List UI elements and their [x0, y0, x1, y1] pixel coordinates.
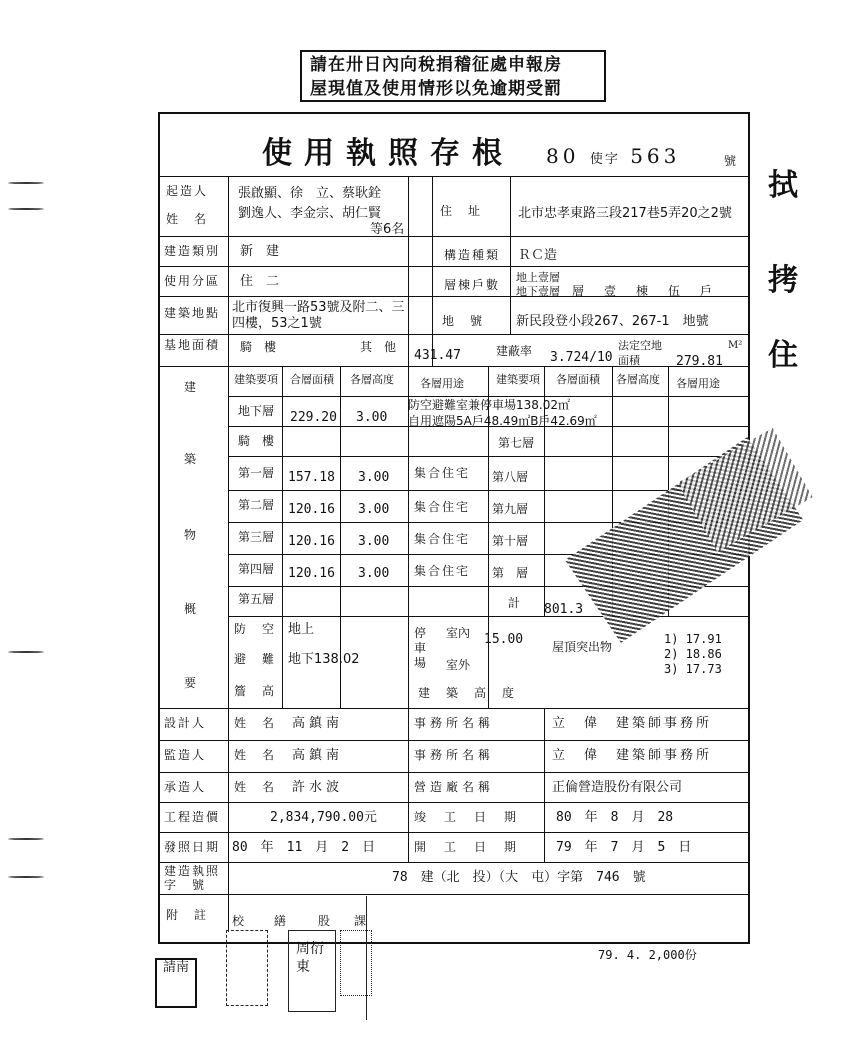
side-label: 建: [184, 380, 199, 394]
land-value: 新民段登小段267、267-1 地號: [516, 314, 709, 329]
header-right-4: 各層用途: [676, 377, 720, 390]
supervisor-office-label: 事務所名稱: [414, 748, 495, 762]
corner-seal: 請南: [155, 958, 197, 1008]
parking-indoor: 室內: [446, 626, 471, 640]
contractor-company-label: 營造廠名稱: [414, 780, 495, 794]
start-date: 79 年 7 月 5 日: [556, 840, 692, 855]
completion-date: 80 年 8 月 28: [556, 810, 674, 825]
margin-char: 拷: [768, 263, 798, 298]
side-label: 築: [184, 452, 199, 466]
edge-mark: [8, 876, 44, 878]
header-right-1: 建築要項: [496, 373, 540, 386]
remarks-col: 繕: [274, 914, 287, 928]
eave-label: 簷 高: [234, 684, 277, 698]
shelter-sub-label: 避 難: [234, 652, 277, 666]
completion-label: 竣 工 日 期: [414, 810, 520, 824]
floor-height: 3.00: [358, 502, 390, 517]
floor-name-right: 第十層: [492, 534, 529, 548]
header-right-2: 各層面積: [556, 373, 600, 386]
floor-name: 第二層: [238, 498, 275, 512]
balcony-note: 自用遮陽5A戶48.49㎡B戶42.69㎡: [408, 414, 597, 428]
side-label: 概: [184, 602, 199, 616]
floor-height: 3.00: [358, 566, 390, 581]
permit-year: 80: [546, 144, 580, 168]
site-label: 建築地點: [164, 306, 221, 320]
tax-notice: [300, 50, 606, 102]
remarks-col: 課: [354, 914, 367, 928]
edge-mark: [8, 182, 44, 184]
shelter-value-below: 地下138.02: [288, 652, 360, 667]
area-bldg-label: 騎 樓: [240, 340, 277, 354]
applicant-names-1: 張啟顯、徐 立、蔡耿銓: [238, 186, 382, 201]
applicant-label: 起造人: [166, 184, 209, 198]
floors-value: 層 壹 棟 伍 戶: [572, 284, 717, 298]
building-height-label: 建 築 高 度: [418, 686, 517, 700]
permit-number: [546, 144, 680, 168]
area-value: 431.47: [414, 348, 461, 363]
tax-notice-line2: 屋現值及使用情形以免逾期受罰: [310, 79, 562, 99]
address-value: 北市忠孝東路三段217巷5弄20之2號: [518, 206, 732, 221]
start-label: 開 工 日 期: [414, 840, 520, 854]
site-value-2: 四樓，53之1號: [232, 316, 322, 331]
margin-char: 住: [768, 338, 798, 373]
build-type-value: 新 建: [240, 244, 280, 259]
legal-open-label: 法定空地面積: [618, 339, 662, 367]
edge-mark: [8, 208, 44, 210]
contractor-company: 正倫營造股份有限公司: [552, 780, 683, 795]
site-value-1: 北市復興一路53號及附二、三: [232, 300, 405, 315]
header-left-2: 合層面積: [290, 373, 334, 386]
shelter-note: 防空避難室兼停車場138.02㎡: [408, 398, 570, 412]
designer-name-label: 姓 名: [234, 716, 277, 730]
remarks-col: 校: [232, 914, 245, 928]
cost-label: 工程造價: [164, 810, 221, 824]
floors-above: 地上壹層: [516, 271, 560, 284]
floors-label: 層棟戶數: [444, 278, 501, 292]
build-type-label: 建造類別: [164, 244, 221, 258]
floor-use: 集合住宅: [414, 532, 471, 546]
build-permit-label-1: 建造執照: [164, 864, 221, 878]
permit-serial: 563: [630, 144, 681, 168]
floor-area: 157.18: [288, 470, 335, 485]
floors-below: 地下壹層: [516, 285, 560, 298]
remarks-label: 附 註: [166, 908, 209, 922]
contractor-name-label: 姓 名: [234, 780, 277, 794]
edge-mark: [8, 651, 44, 653]
supervisor-name: 高鎮南: [292, 748, 344, 763]
shelter-value-above: 地上: [288, 622, 315, 637]
floor-area: 120.16: [288, 502, 335, 517]
area-label: 基地面積: [164, 338, 221, 352]
structure-label: 構造種類: [444, 248, 501, 262]
contractor-name: 許水波: [292, 780, 344, 795]
supervisor-office: 立 偉 建築師事務所: [552, 748, 713, 763]
permit-type: 使字: [589, 152, 620, 167]
remarks-col: 股: [318, 914, 331, 928]
supervisor-name-label: 姓 名: [234, 748, 277, 762]
designer-office: 立 偉 建築師事務所: [552, 716, 713, 731]
legal-open-value: 279.81: [676, 354, 723, 369]
designer-label: 設計人: [164, 716, 207, 730]
floor-name: 第五層: [238, 592, 275, 606]
address-label: 住 址: [440, 204, 483, 218]
floor-name: 地下層: [238, 404, 275, 418]
supervisor-label: 監造人: [164, 748, 207, 762]
floor-name: 第一層: [238, 466, 275, 480]
build-permit-value: 78 建（北 投）（大 屯）字第 746 號: [392, 870, 646, 885]
margin-char: 拭: [768, 168, 798, 203]
floor-name-right: 第九層: [492, 502, 529, 516]
issue-date: 80 年 11 月 2 日: [232, 840, 376, 855]
parking-outdoor: 室外: [446, 658, 471, 672]
form-title: 使用執照存根: [262, 136, 514, 171]
use-zone-value: 住 二: [240, 274, 280, 289]
roof-value: 2) 18.86: [664, 647, 722, 661]
roof-value: 3) 17.73: [664, 662, 722, 676]
floor-name-right: 第八層: [492, 470, 529, 484]
floor-use: 集合住宅: [414, 466, 471, 480]
floor-name-right: 第七層: [498, 436, 535, 450]
total-label: 計: [508, 596, 521, 610]
floor-name: 第四層: [238, 562, 275, 576]
area-other-label: 其 他: [360, 340, 397, 354]
unit-m2: M²: [728, 340, 743, 351]
floor-name-right: 第 層: [492, 566, 529, 580]
roof-label: 屋頂突出物: [552, 640, 613, 654]
floor-name: 第三層: [238, 530, 275, 544]
issue-label: 發照日期: [164, 840, 221, 854]
parking-label: 停車場: [414, 626, 427, 670]
cost-value: 2,834,790.00元: [270, 810, 377, 825]
floor-area: 120.16: [288, 534, 335, 549]
structure-value: ＲＣ造: [518, 248, 558, 263]
header-left-1: 建築要項: [234, 373, 278, 386]
floor-height: 3.00: [356, 410, 388, 425]
tax-notice-line1: 請在卅日內向稅捐稽征處申報房: [310, 55, 562, 75]
approval-stamp-text: 周衍東: [296, 941, 324, 975]
applicant-name-label: 姓 名: [166, 212, 209, 226]
signature-box: [226, 930, 268, 1006]
print-footer: 79. 4. 2,000份: [598, 948, 697, 962]
edge-mark: [8, 838, 44, 840]
floor-area: 120.16: [288, 566, 335, 581]
floor-use: 集合住宅: [414, 564, 471, 578]
land-label: 地 號: [442, 314, 485, 328]
use-zone-label: 使用分區: [164, 274, 221, 288]
remarks-note-column: [366, 896, 405, 1020]
build-permit-label-2: 字 號: [164, 878, 207, 892]
floor-height: 3.00: [358, 534, 390, 549]
header-left-4: 各層用途: [420, 377, 464, 390]
header-right-3: 各層高度: [616, 373, 660, 386]
floor-use: 集合住宅: [414, 500, 471, 514]
total-value: 801.3: [544, 602, 584, 617]
coverage-value: 3.724/10: [550, 350, 613, 365]
floor-area: 229.20: [290, 410, 337, 425]
contractor-label: 承造人: [164, 780, 207, 794]
shelter-label: 防 空: [234, 622, 277, 636]
designer-name: 高鎮南: [292, 716, 344, 731]
floor-height: 3.00: [358, 470, 390, 485]
coverage-label: 建蔽率: [496, 344, 533, 358]
parking-value: 15.00: [484, 632, 524, 647]
side-label: 物: [184, 528, 199, 542]
applicant-names-2: 劉逸人、李金宗、胡仁賢: [238, 206, 382, 221]
floor-name: 騎 樓: [238, 434, 275, 448]
side-label: 要: [184, 676, 199, 690]
roof-value: 1) 17.91: [664, 632, 722, 646]
applicant-names-3: 等6名: [370, 222, 405, 237]
header-left-3: 各層高度: [350, 373, 394, 386]
permit-suffix: 號: [724, 154, 737, 168]
designer-office-label: 事務所名稱: [414, 716, 495, 730]
